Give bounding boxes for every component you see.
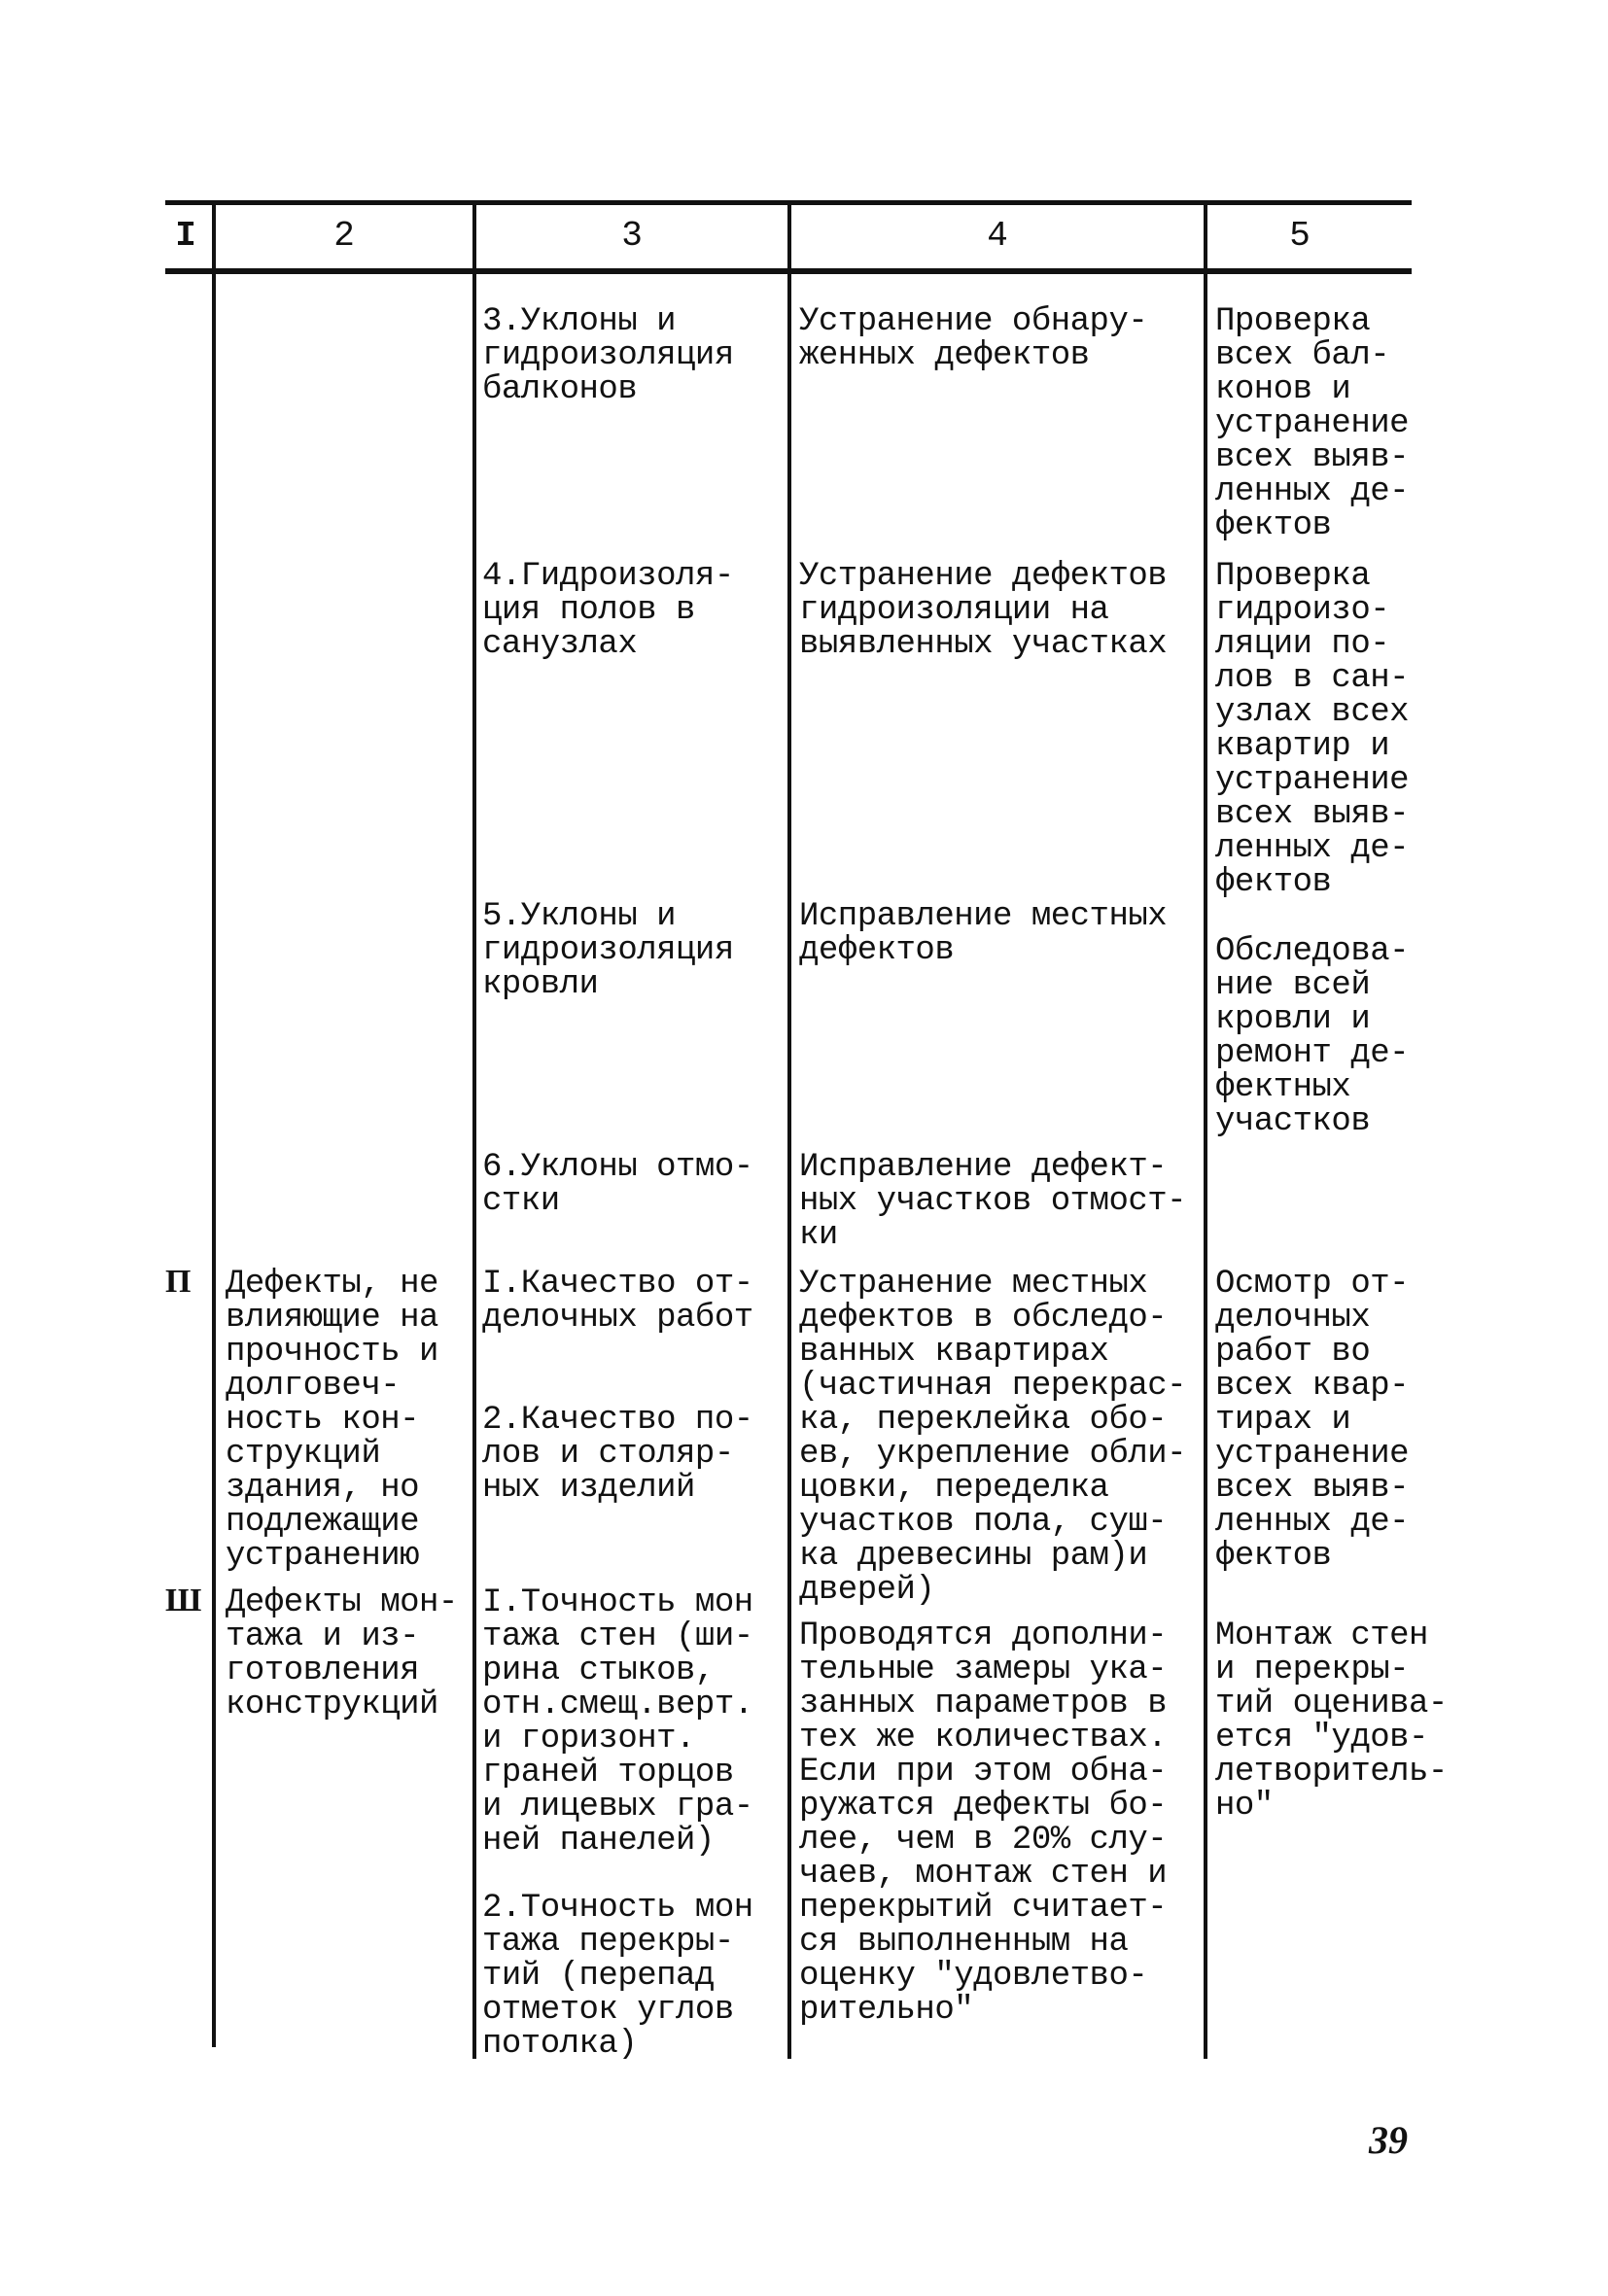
header-col3: 3 [621,216,643,256]
page-number: 39 [1369,2118,1408,2162]
group3-action: Проводятся дополни- тельные замеры ука- занных параметров в тех же количествах. Если при этом обна- ружатся дефекты бо- лее, чем в 20% слу- чаев, монтаж стен и перекрытий считает- ся выполненным на оценку "удовлетво- рительно" [799,1618,1168,2029]
header-col4: 4 [987,216,1008,256]
col-divider-4 [1204,200,1207,2059]
group2-check: Осмотр от- делочных работ во всех квар- тирах и устранение всех выяв- ленных де- фектов [1215,1266,1410,1575]
group3-defect-type: Дефекты мон- тажа и из- готовления конструкций [226,1584,458,1723]
group3-number: Ш [165,1583,202,1618]
group2-item-floors: 2.Качество по- лов и столяр- ных изделий [482,1402,753,1507]
group3-item-walls: I.Точность мон тажа стен (ши- рина стыков, отн.смещ.верт. и горизонт. граней торцов и лицевых гра- ней панелей) [482,1584,753,1860]
group2-action: Устранение местных дефектов в обследо- ванных квартирах (частичная перекрас- ка, переклейка обо- ев, укрепление обли- цовки, переделка участков пола, суш- ка древесины рам)и дверей) [799,1266,1187,1609]
blind-area-item: 6.Уклоны отмо- стки [482,1149,753,1220]
col-divider-3 [787,200,791,2059]
group2-number: П [165,1264,192,1300]
balconies-check: Проверка всех бал- конов и устранение всех выяв- ленных де- фектов [1215,303,1410,544]
roof-check: Обследова- ние всей кровли и ремонт де- фектных участков [1215,933,1410,1140]
bathrooms-check: Проверка гидроизо- ляции по- лов в сан- узлах всех квартир и устранение всех выяв- ленных де- фектов [1215,558,1410,901]
col-divider-2 [472,200,476,2059]
header-col1: I [175,216,196,256]
roof-action: Исправление местных дефектов [799,898,1168,969]
roof-item: 5.Уклоны и гидроизоляция кровли [482,898,734,1003]
balconies-action: Устранение обнару- женных дефектов [799,303,1148,374]
header-col5: 5 [1289,216,1311,256]
group3-item-slabs: 2.Точность мон тажа перекры- тий (перепад отметок углов потолка) [482,1890,753,2063]
group2-defect-type: Дефекты, не влияющие на прочность и долговеч- ность кон- струкций здания, но подлежащие устранению [226,1266,438,1575]
group2-item-finishing: I.Качество от- делочных работ [482,1266,753,1337]
bathrooms-action: Устранение дефектов гидроизоляции на выявленных участках [799,558,1168,663]
bathrooms-item: 4.Гидроизоля- ция полов в санузлах [482,558,734,663]
blind-area-action: Исправление дефект- ных участков отмост- ки [799,1149,1187,1254]
group3-check: Монтаж стен и перекры- тий оценива- ется "удов- летворитель- но" [1215,1618,1448,1825]
col-divider-1 [212,200,216,2047]
balconies-item: 3.Уклоны и гидроизоляция балконов [482,303,734,408]
header-col2: 2 [333,216,355,256]
